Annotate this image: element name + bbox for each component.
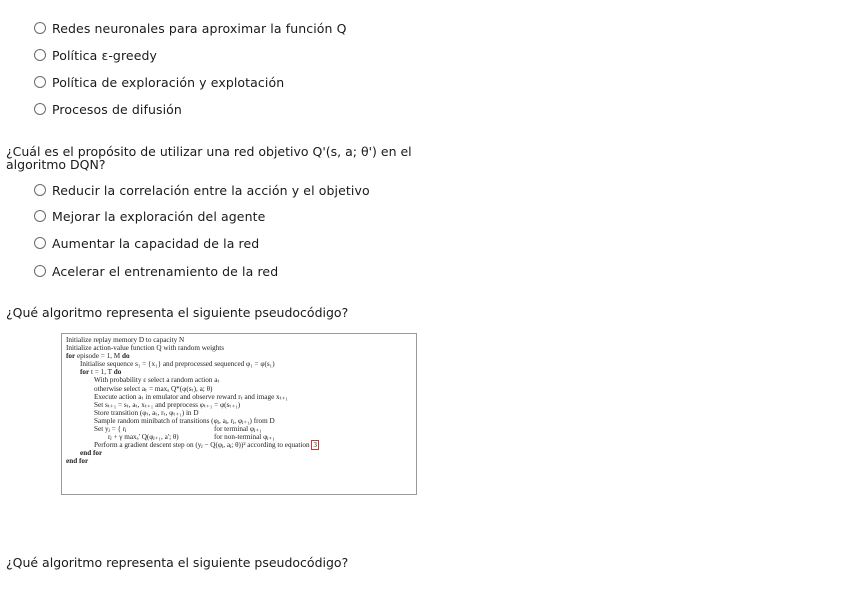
code-line: end for [80, 449, 103, 458]
code-line: Execute action aₜ in emulator and observe reward rₜ and image xₜ₊₁ [94, 392, 289, 401]
code-line: Initialize action-value function Q with random weights [66, 344, 225, 353]
option-label: Mejorar la exploración del agente [52, 208, 266, 224]
radio-button[interactable] [34, 49, 46, 61]
option-q1-4[interactable] [34, 101, 182, 117]
equation-reference-link[interactable]: 3 [313, 441, 317, 450]
code-text: for terminal φⱼ₊₁ [214, 425, 262, 434]
radio-button[interactable] [34, 103, 46, 115]
radio-button[interactable] [34, 22, 46, 34]
code-line [66, 425, 412, 433]
option-q2-1[interactable] [34, 182, 370, 198]
question-2-text: ¿Cuál es el propósito de utilizar una red objetivo Q'(s, a; θ') en el algoritmo DQN? [6, 144, 412, 172]
code-line: Sample random minibatch of transitions (φⱼ, aⱼ, rⱼ, φⱼ₊₁) from D [94, 416, 275, 425]
pseudocode-image [61, 333, 417, 495]
code-line: Initialise sequence s₁ = {x₁} and preprocessed sequenced φ₁ = φ(s₁) [80, 360, 275, 369]
code-text: rⱼ + γ maxₐ' Q(φⱼ₊₁, a'; θ) [108, 433, 179, 442]
radio-button[interactable] [34, 76, 46, 88]
code-line: With probability ε select a random action aₜ [94, 376, 220, 385]
code-keyword: for [66, 352, 76, 361]
option-label: Política ε-greedy [52, 47, 158, 63]
option-label: Política de exploración y explotación [52, 74, 285, 90]
code-text: t = 1, T [90, 368, 112, 377]
code-text: Perform a gradient descent step on (yⱼ − Q(φⱼ, aⱼ; θ))² according to equation [94, 441, 310, 450]
option-label: Reducir la correlación entre la acción y el objetivo [52, 182, 370, 198]
code-line: Set sₜ₊₁ = sₜ, aₜ, xₜ₊₁ and preprocess φₜ₊₁ = φ(sₜ₊₁) [94, 400, 241, 409]
code-line [66, 433, 412, 441]
option-q1-2[interactable] [34, 47, 157, 63]
option-q2-4[interactable] [34, 263, 278, 279]
code-line: Initialize replay memory D to capacity N [66, 336, 185, 344]
code-text: episode = 1, M [76, 352, 121, 361]
code-line [66, 352, 412, 360]
code-keyword: do [113, 368, 122, 377]
radio-button[interactable] [34, 265, 46, 277]
code-keyword: do [121, 352, 130, 361]
option-q1-3[interactable] [34, 74, 284, 90]
option-q2-3[interactable] [34, 235, 259, 251]
radio-button[interactable] [34, 210, 46, 222]
code-line: Store transition (φₜ, aₜ, rₜ, φₜ₊₁) in D [94, 408, 199, 417]
radio-button[interactable] [34, 184, 46, 196]
option-q1-1[interactable] [34, 20, 347, 36]
code-text: Set yⱼ = { rⱼ [94, 425, 127, 434]
option-label: Aumentar la capacidad de la red [52, 235, 260, 251]
code-line: otherwise select aₜ = maxₐ Q*(φ(sₜ), a; θ) [94, 384, 213, 393]
option-label: Redes neuronales para aproximar la función Q [52, 20, 347, 36]
option-q2-2[interactable] [34, 208, 265, 224]
code-line [66, 368, 412, 376]
code-line: end for [66, 457, 89, 466]
option-label: Procesos de difusión [52, 101, 182, 117]
code-line [66, 441, 412, 449]
question-4-text: ¿Qué algoritmo representa el siguiente pseudocódigo? [6, 555, 349, 570]
question-3-text: ¿Qué algoritmo representa el siguiente pseudocódigo? [6, 305, 349, 320]
code-keyword: for [80, 368, 90, 377]
radio-button[interactable] [34, 237, 46, 249]
option-label: Acelerar el entrenamiento de la red [52, 263, 279, 279]
code-text: for non-terminal φⱼ₊₁ [214, 433, 275, 442]
